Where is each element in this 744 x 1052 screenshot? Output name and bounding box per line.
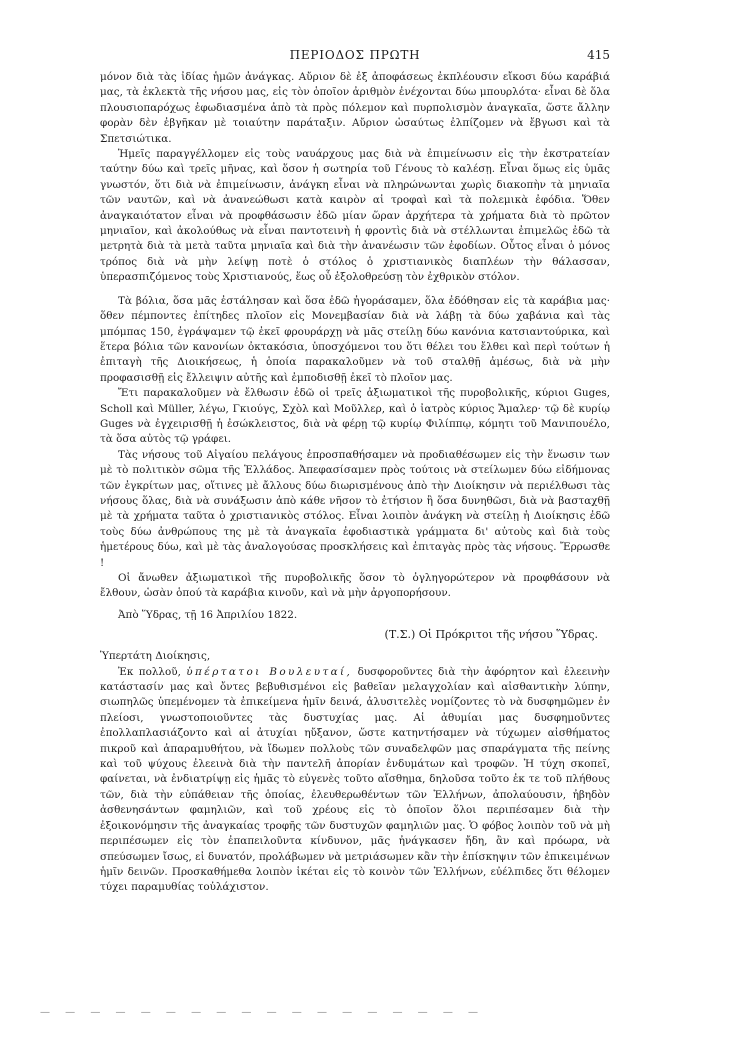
date-line — [118, 608, 610, 623]
opening-words: Ἐκ πολλοῦ, — [118, 665, 181, 678]
footer-marks: — — — — — — — — — — — — — — — — — — — [40, 1007, 485, 1018]
paragraph-3: Τὰ βόλια, ὅσα μᾶς ἐστάλησαν καὶ ὅσα ἐδῶ ἠγοράσαμεν, ὅλα ἐδόθησαν εἰς τὰ καράβια μας· ὅθεν πέμποντες ἐπίτηδες πλοῖον εἰς Μονεμβασίαν διὰ νὰ λάβῃ τὰ δύω χαβάνια καὶ τὰς μπόμπας 150, ἐγράψαμεν τῷ ἐκεῖ φρουράρχῃ νὰ μᾶς στείλῃ δύω κανόνια κατσιαντούρικα, καὶ ἕτερα βόλια τῶν κανονίων ὀκτακόσια, ὑποσχόμενοι του ὅτι θέλει του ἔλθει καὶ περὶ τούτων ἡ ἐπιταγὴ τῆς Διοικήσεως, ἡ ὁποία παρακαλοῦμεν νὰ τοῦ σταλθῇ ἀμέσως, διὰ νὰ μὴν προφασισθῇ εἰς ἔλλειψιν αὐτῆς καὶ ἐμποδισθῇ ἐκεῖ τὸ πλοῖον μας. — [100, 294, 610, 384]
document-page — [100, 48, 610, 896]
paragraph-5: Τὰς νήσους τοῦ Αἰγαίου πελάγους ἐπροσπαθήσαμεν νὰ προδιαθέσωμεν εἰς τὴν ἕνωσιν των μὲ τὸ πολιτικὸν σῶμα τῆς Ἑλλάδος. Ἀπεφασίσαμεν πρὸς τούτοις νὰ στείλωμεν δύω εἰδήμονας τῶν ἐγκρίτων μας, οἵτινες μὲ ἄλλους δύω διωρισμένους ἀπὸ τὴν Διοίκησιν νὰ περιέλθωσι τὰς νήσους ὅλας, διὰ νὰ συνάξωσιν ἀπὸ κάθε νῆσον τὸ ἐτήσιον ἢ ὅσα δυνηθῶσι, διὰ νὰ βασταχθῇ μὲ τὰ χρήματα ταῦτα ὁ χριστιανικὸς στόλος. Εἶναι λοιπὸν ἀνάγκη νὰ στείλῃ ἡ Διοίκησις ἐδῶ τοὺς δύω ἀνθρώπους της μὲ τὰ ἀναγκαῖα ἐφοδιαστικὰ γράμματα δι' αὐτοὺς καὶ διὰ τοὺς ἡμετέρους δύω, καὶ μὲ τὰς ἀναλογούσας προσκλήσεις καὶ ἐπιταγὰς πρὸς τὰς νήσους. Ἔρρωσθε ! — [100, 448, 610, 569]
running-header — [100, 48, 610, 70]
page-number: 415 — [587, 48, 610, 62]
paragraph-4: Ἔτι παρακαλοῦμεν νὰ ἔλθωσιν ἐδῶ οἱ τρεῖς ἀξιωματικοὶ τῆς πυροβολικῆς, κύριοι Guges, Scholl καὶ Müller, λέγω, Γκιούγς, Σχὸλ καὶ Μοῦλλερ, καὶ ὁ ἰατρὸς κύριος Ἄμαλερ· τῷ δὲ κυρίῳ Guges νὰ ἐγχειρισθῇ ἡ ἐσώκλειστος, διὰ νὰ φέρῃ τῷ κυρίῳ Φιλίππῳ, κόμητι τοῦ Μανιπουέλο, τὰ ὅσα αὐτὸς τῷ γράφει. — [100, 387, 610, 446]
paragraph-1: μόνον διὰ τὰς ἰδίας ἡμῶν ἀνάγκας. Αὔριον δὲ ἐξ ἀποφάσεως ἐκπλέουσιν εἴκοσι δύω καράβιά μας, τὰ ἐκλεκτὰ τῆς νήσου μας, εἰς τὸν ὁποῖον ἀριθμὸν ἐνέχονται δύω μπουρλότα· εἶναι δὲ ὅλα πλουσιοπαρόχως ἐφωδιασμένα ἀπὸ τὰ πρὸς πόλεμον καὶ πυρπολισμὸν ἀναγκαῖα, ὥστε ἄλλην φορὰν δὲν ἐβγῆκαν μὲ τοιαύτην παράταξιν. Αὔριον ὡσαύτως ἐλπίζομεν νὰ ἔβγωσι καὶ τὰ Σπετσιώτικα. — [100, 71, 610, 145]
paragraph-2: Ἡμεῖς παραγγέλλομεν εἰς τοὺς ναυάρχους μας διὰ νὰ ἐπιμείνωσιν εἰς τὴν ἐκστρατείαν ταύτην δύω καὶ τρεῖς μῆνας, καὶ ὅσον ἡ σωτηρία τοῦ Γένους τὸ καλέσῃ. Εἶναι ὅμως εἰς ὑμᾶς γνωστόν, ὅτι διὰ νὰ ἐπιμείνωσιν, ἀνάγκη εἶναι νὰ πληρώνωνται χωρὶς διακοπὴν τὰ μηνιαῖα τῶν ναυτῶν, καὶ νὰ ἀνανεώθωσι κατὰ καιρὸν αἱ τροφαὶ καὶ τὰ πολεμικὰ ἐφόδια. Ὅθεν ἀναγκαιότατον εἶναι νὰ προφθάσωσιν ἐδῶ μίαν ὥραν ἀρχήτερα τὰ χρήματα διὰ τὸ πρῶτον μηνιαῖον, καὶ ἀκολούθως νὰ εἶναι παντοτεινὴ ἡ φροντὶς διὰ νὰ στέλλωνται ἐπιμελῶς ἐδῶ τὰ μετρητὰ διὰ τὰ μετὰ ταῦτα μηνιαῖα καὶ διὰ τὴν ἀνανέωσιν τῶν ἐφοδίων. Οὗτος εἶναι ὁ μόνος τρόπος διὰ νὰ μὴν λείψῃ ποτὲ ὁ στόλος ὁ χριστιανικὸς διαπλέων τὴν θάλασσαν, ὑπερασπιζόμενος τοὺς Χριστιανούς, ἕως οὗ ἐξολοθρεύσῃ τὸν ἐχθρικὸν στόλον. — [100, 148, 610, 284]
letter2-body — [100, 665, 610, 896]
spaced-address: ὑπέρτατοι Βουλευταί, — [186, 665, 353, 678]
letter2-text: δυσφοροῦντες διὰ τὴν ἀφόρητον καὶ ἐλεεινὴν κατάστασίν μας καὶ ὄντες βεβυθισμένοι εἰς βαθεῖαν μελαγχολίαν καὶ αἰσθαντικὴν λύπην, σιωπηλῶς ὑπεμένομεν τὰ ἐπικείμενα ἡμῖν δεινά, ἀλυσιτελὲς νομίζοντες τὸ νὰ δυσφημῶμεν ἐν πλείοσι, γνωστοποιοῦντες τὰς δυστυχίας μας. Αἱ ἀθυμίαι μας δυσφημοῦντες ἐπολλαπλασιάζοντο καὶ αἱ ἀτυχίαι ηὔξανον, ὥστε κατηντήσαμεν νὰ τύχωμεν αἰσθήματος πικροῦ καὶ ἀπαραμυθήτου, νὰ ἴδωμεν πολλοὺς τῶν συναδελφῶν μας σπαράγματα τῆς πείνης καὶ τοῦ ψύχους ἐλεεινὰ διὰ τὴν παντελῆ ἀπορίαν ἐνδυμάτων καὶ τροφῶν. Ἡ τύχη σκοπεῖ, φαίνεται, νὰ ἐνδιατρίψῃ εἰς ἡμᾶς τὸ εὐγενὲς τοῦτο αἴσθημα, δηλοῦσα τοῦτο ἐκ τε τοῦ πλήθους τῶν, διὰ τὴν εὐπάθειαν τῆς ὁποίας, ἐλευθερωθέντων τῶν Ἑλλήνων, ἀπολαύουσιν, ἠβηδὸν ἀσθενησάντων φαμηλιῶν, καὶ τοῦ χρέους εἰς τὸ ὁποῖον ὅλοι περιπέσαμεν διὰ τὴν ἐξοικονόμησιν τῆς ἀναγκαίας τροφῆς τῶν δυστυχῶν φαμηλιῶν μας. Ὁ φόβος λοιπὸν τοῦ νὰ μὴ περιπέσωμεν εἰς τὸν ἐπαπειλοῦντα κίνδυνον, μᾶς ἠνάγκασεν ἤδη, ἂν καὶ πρόωρα, νὰ σπεύσωμεν ἴσως, εἰ δυνατόν, προλάβωμεν νὰ μετριάσωμεν κἂν τὴν ἐπίσκηψιν τῶν ἐπικειμένων ἡμῖν δεινῶν. Προσκαθήμεθα λοιπὸν ἱκέται εἰς τὸ κοινὸν τῶν Ἑλλήνων, εὐέλπιδες ὅτι θέλομεν τύχει παραμυθίας τοὐλάχιστον. — [100, 665, 611, 894]
page-title: ΠΕΡΙΟΔΟΣ ΠΡΩΤΗ — [289, 48, 421, 62]
letter-date: Ἀπὸ Ὕδρας, τῇ 16 Ἀπριλίου 1822. — [118, 608, 298, 621]
paragraph-6: Οἱ ἄνωθεν ἀξιωματικοὶ τῆς πυροβολικῆς ὅσον τὸ ὀγληγορώτερον νὰ προφθάσουν νὰ ἔλθουν, ὡσὰν ὁπού τὰ καράβια κινοῦν, καὶ νὰ μὴν ἀργοπορήσουν. — [100, 572, 610, 600]
salutation: Ὑπερτάτη Διοίκησις, — [100, 650, 211, 663]
signature-line: (Τ.Σ.) Οἱ Πρόκριτοι τῆς νήσου Ὕδρας. — [384, 628, 598, 642]
